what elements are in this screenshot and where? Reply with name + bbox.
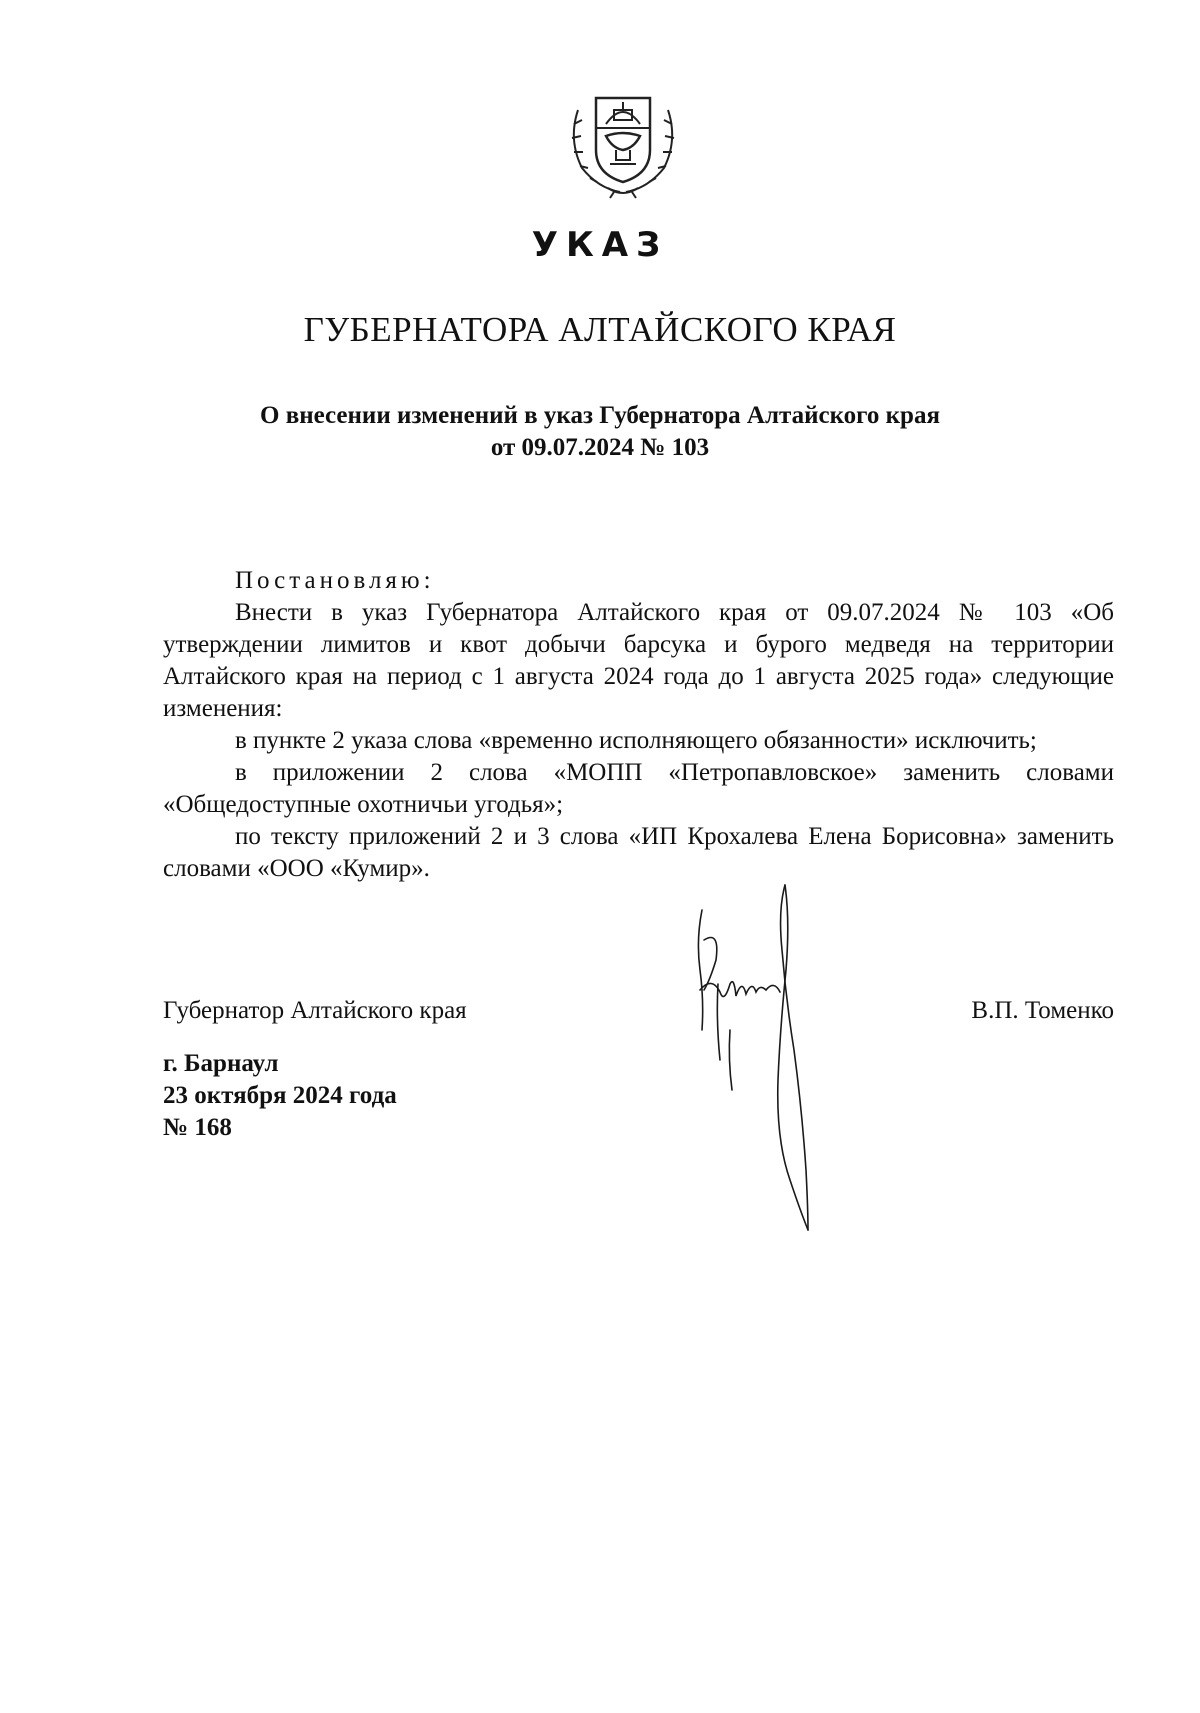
- issuer-title: ГУБЕРНАТОРА АЛТАЙСКОГО КРАЯ: [303, 310, 897, 349]
- coat-of-arms-emblem: [560, 80, 686, 200]
- body-paragraph: в приложении 2 слова «МОПП «Петропавловское» заменить словами «Общедоступные охотничьи угодья»;: [163, 759, 1114, 818]
- handwritten-signature: [690, 880, 840, 1240]
- subject-line-1: О внесении изменений в указ Губернатора Алтайского края: [260, 402, 940, 429]
- body-paragraph: Внести в указ Губернатора Алтайского края от 09.07.2024 № 103 «Об утверждении лимитов и квот добычи барсука и бурого медведя на территории Алтайского края на период с 1 августа 2024 года до 1 августа 2025 года» следующие изменения:: [163, 599, 1114, 722]
- body-paragraph: по тексту приложений 2 и 3 слова «ИП Крохалева Елена Борисовна» заменить словами «ООО «Кумир».: [163, 823, 1114, 882]
- issue-details: [163, 1048, 397, 1144]
- subject-line-2: от 09.07.2024 № 103: [490, 434, 710, 461]
- issue-city: г. Барнаул: [163, 1050, 279, 1077]
- document-subject: [0, 400, 1200, 464]
- body-paragraph: в пункте 2 указа слова «временно исполняющего обязанности» исключить;: [235, 727, 1037, 754]
- document-body: [163, 565, 1114, 885]
- decree-word: Постановляю:: [235, 567, 435, 594]
- issue-date: 23 октября 2024 года: [163, 1082, 397, 1109]
- issue-number: № 168: [163, 1114, 232, 1141]
- signatory-name: В.П. Томенко: [971, 997, 1114, 1024]
- signatory-position: Губернатор Алтайского края: [163, 997, 467, 1024]
- document-type-title: УКАЗ: [531, 225, 669, 265]
